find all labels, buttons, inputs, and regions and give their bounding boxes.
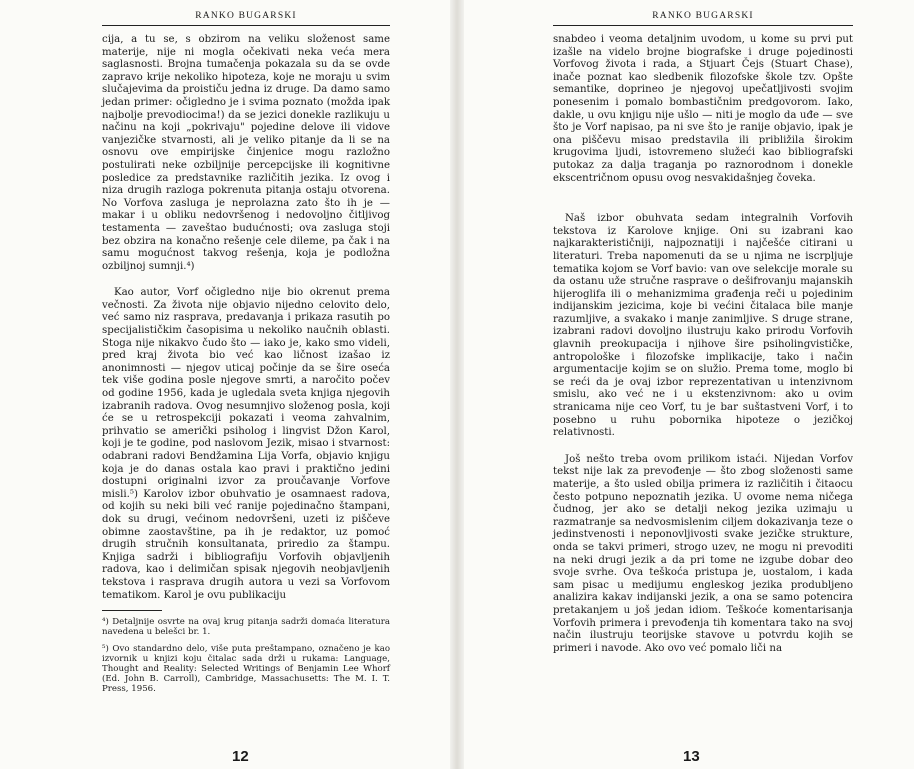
paragraph: cija, a tu se, s obzirom na veliku složenost same materije, nije ni mogla očekivati neka veća mera saglasnosti. Brojna tumačenja pokazala su da se ovde zapravo krije nekoliko hipoteza, koje ne moraju u svim slučajevima da proističu jedna iz druge. Da damo samo jedan primer: očigledno je i svima poznato (možda ipak najbolje prevodiocima!) da se jezici donekle razlikuju u načinu na koji „pokrivaju" pojedine delove ili vidove vanjezičke stvarnosti, ali je veliko pitanje da li se na osnovu ove empirijske činjenice mogu razložno postulirati neke ozbiljnije percepcijske ili kognitivne posledice za predstavnike različitih jezika. Iz ovog i niza drugih razloga pokrenuta pitanja ostaju otvorena. No Vorfova zasluga je neprolazna zato što ih je — makar i u obliku nedovršenog i nedovoljno čitljivog testamenta — zaveštao budućnosti; ova zasluga stoji bez obzira na konačno rešenje cele dileme, pa čak i na samu mogućnost takvog rešenja, koja je podložna ozbiljnoj sumnji.⁴) [102,34,390,272]
page-number: 13 [683,748,700,765]
paragraph: Kao autor, Vorf očigledno nije bio okrenut prema večnosti. Za života nije objavio nijedno celovito delo, već samo niz rasprava, predavanja i prikaza rasutih po specijalističkim časopisima u nekoliko naučnih oblasti. Stoga nije nikakvo čudo što — iako je, kako smo videli, pred kraj života bio već kao ličnost izašao iz anonimnosti — njegov uticaj počinje da se šire oseća tek više godina posle njegove smrti, a naročito počev od godine 1956, kada je ugledala sveta knjiga njegovih izabranih radova. Ovog nesumnjivo složenog posla, koji će se u retrospekciji pokazati i veoma zahvalnim, prihvatio se američki psiholog i lingvist Džon Karol, koji je te godine, pod naslovom Jezik, misao i stvarnost: odabrani radovi Bendžamina Lija Vorfa, objavio knjigu koja je do danas ostala kao pravi i praktično jedini dostupni originalni izvor za proučavanje Vorfove misli.⁵) Karolov izbor obuhvatio je osamnaest radova, od kojih su neki bili već ranije pojedinačno štampani, dok su drugi, većinom nedovršeni, uzeti iz piščeve obimne zaostavštine, pa ih je redaktor, uz pomoć drugih stručnih konsultanata, priredio za štampu. Knjiga sadrži i bibliografiju Vorfovih objavljenih radova, kao i delimičan spisak njegovih neobjavljenih tekstova i rasprava drugih autora u vezi sa Vorfovom tematikom. Karol je ovu publikaciju [102,287,390,601]
right-page-body [553,34,853,655]
running-head: RANKO BUGARSKI [195,11,297,21]
page-number: 12 [232,748,249,765]
header-rule [102,25,390,26]
paragraph: snabdeo i veoma detaljnim uvodom, u kome su prvi put izašle na videlo brojne biografske i druge pojedinosti Vorfovog života i rada, a Stjuart Čejs (Stuart Chase), inače poznat kao sledbenik filozofske škole tzv. Opšte semantike, doprineo je njegovoj upečatljivosti svojim ponesenim i pomalo bombastičnim predgovorom. Iako, dakle, u ovu knjigu nije ušlo — niti je moglo da uđe — sve što je Vorf napisao, pa ni sve što je ranije objavio, ipak je ona piščevu misao predstavila ili približila širokim krugovima ljudi, istovremeno služeći kao bibliografski putokaz za dalja traganja po raznorodnom i donekle ekscentričnom opusu ovog nesvakidašnjeg čoveka. [553,34,853,184]
right-page [457,0,914,769]
footnote: ⁴) Detaljnije osvrte na ovaj krug pitanja sadrži domaća literatura navedena u belešci br. 1. [102,617,390,638]
paragraph: Još nešto treba ovom prilikom istaći. Nijedan Vorfov tekst nije lak za prevođenje — što zbog složenosti same materije, a što usled obilja primera iz različitih i čitaocu često potpuno nepoznatih jezika. U ovome nema ničega čudnog, jer ako se detalji nekog jezika uzimaju u razmatranje sa nedvosmislenim ciljem dokazivanja teze o jedinstvenosti i neponovljivosti svake jezičke strukture, onda se takvi primeri, strogo uzev, ne mogu ni prevoditi na neki drugi jezik a da pri tome ne izgube dobar deo svoje svrhe. Ova teškoća pristupa je, uostalom, i kada sam pisac u medijumu engleskog jezika produbljeno analizira kakav indijanski jezik, a ona se samo potencira pretakanjem u još jedan idiom. Teškoće komentarisanja Vorfovih primera i prevođenja tih komentara tako na svoj način ilustruju teorijske stavove u potvrdu kojih se primeri i navode. Ako ovo već pomalo liči na [553,453,853,654]
footnote-rule [102,610,162,611]
header-rule [553,25,853,26]
left-page-body [102,34,390,695]
footnote: ⁵) Ovo standardno delo, više puta preštampano, označeno je kao izvornik u knjizi koju čitalac sada drži u rukama: Language, Thought and Reality: Selected Writings of Benjamin Lee Whorf (Ed. John B. Carroll), Cambridge, Massachusetts: The M. I. T. Press, 1956. [102,643,390,695]
running-head: RANKO BUGARSKI [652,11,754,21]
paragraph: Naš izbor obuhvata sedam integralnih Vorfovih tekstova iz Karolove knjige. Oni su izabrani kao najkarakterističniji, najpoznatiji i najčešće citirani u literaturi. Treba napomenuti da se u njima ne iscrpljuje tematika kojom se Vorf bavio: van ove selekcije morale su da ostanu uže stručne rasprave o dešifrovanju majanskih hijeroglifa ili o mehanizmima građenja reči u pojedinim indijanskim jezicima, koje bi većini čitalaca bile manje razumljive, a svakako i manje zanimljive. S druge strane, izabrani radovi dovoljno ilustruju kako prirodu Vorfovih glavnih preokupacija i njihove šire psiholingvističke, antropološke i filozofske implikacije, tako i način argumentacije kojim se on služio. Prema tome, moglo bi se reći da je ovaj izbor reprezentativan u intenzivnom smislu, ako već ne i u ekstenzivnom: ako u ovim stranicama nije ceo Vorf, tu je bar suštastveni Vorf, i to posebno u ruhu pobornika hipoteze o jezičkoj relativnosti. [553,213,853,439]
